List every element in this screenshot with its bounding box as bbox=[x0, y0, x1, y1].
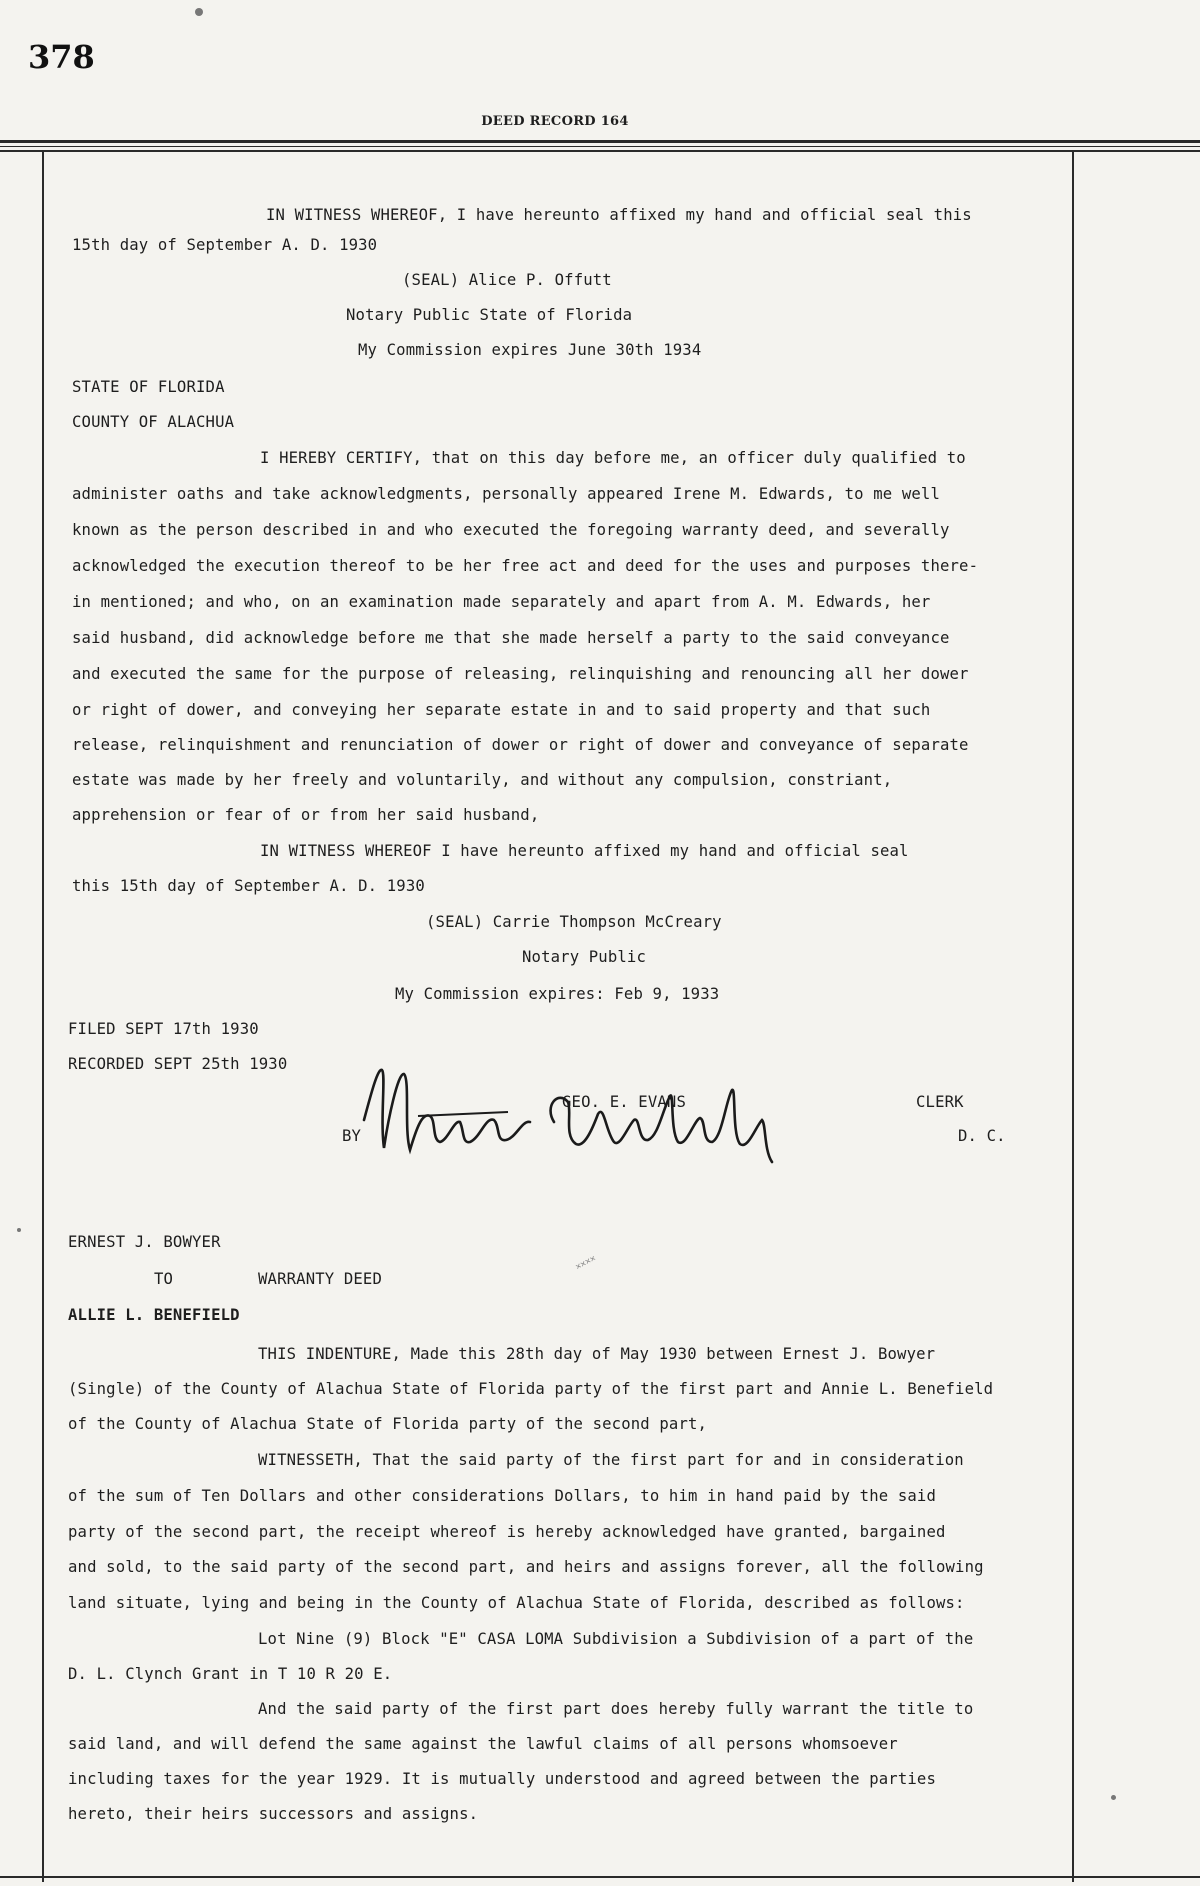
deed-body-line: land situate, lying and being in the County of Alachua State of Florida, described as follows: bbox=[68, 1594, 965, 1612]
right-margin-line bbox=[1072, 152, 1074, 1882]
witness-clause-2: IN WITNESS WHEREOF I have hereunto affixed my hand and official seal bbox=[260, 842, 909, 860]
witness-date-2: this 15th day of September A. D. 1930 bbox=[72, 877, 425, 895]
deed-body-line: of the County of Alachua State of Florida party of the second part, bbox=[68, 1415, 708, 1433]
header-rule-top bbox=[0, 140, 1200, 143]
deed-body-line: party of the second part, the receipt whereof is hereby acknowledged have granted, bargained bbox=[68, 1523, 946, 1541]
faint-stamp-mark: ✕✕✕✕ bbox=[573, 1253, 598, 1273]
certify-line: I HEREBY CERTIFY, that on this day before me, an officer duly qualified to bbox=[260, 449, 966, 467]
page-header-title: DEED RECORD 164 bbox=[481, 114, 629, 129]
scan-speck bbox=[17, 1228, 21, 1232]
notary-commission-2: My Commission expires: Feb 9, 1933 bbox=[395, 985, 720, 1003]
clerk-title: CLERK bbox=[916, 1093, 964, 1111]
filed-date: FILED SEPT 17th 1930 bbox=[68, 1020, 259, 1038]
by-label: BY bbox=[342, 1127, 362, 1145]
witness-clause-1: IN WITNESS WHEREOF, I have hereunto affixed my hand and official seal this bbox=[266, 206, 972, 224]
recorded-date: RECORDED SEPT 25th 1930 bbox=[68, 1055, 288, 1073]
certify-line: in mentioned; and who, on an examination made separately and apart from A. M. Edwards, her bbox=[72, 593, 931, 611]
deed-body-line: including taxes for the year 1929. It is mutually understood and agreed between the parties bbox=[68, 1770, 936, 1788]
legal-description-line: D. L. Clynch Grant in T 10 R 20 E. bbox=[68, 1665, 393, 1683]
witness-date-1: 15th day of September A. D. 1930 bbox=[72, 236, 378, 254]
page-number: 378 bbox=[28, 38, 95, 76]
certify-line: estate was made by her freely and voluntarily, and without any compulsion, constriant, bbox=[72, 771, 893, 789]
county-heading: COUNTY OF ALACHUA bbox=[72, 413, 235, 431]
grantee-name: ALLIE L. BENEFIELD bbox=[68, 1306, 240, 1324]
state-heading: STATE OF FLORIDA bbox=[72, 378, 225, 396]
notary-commission-1: My Commission expires June 30th 1934 bbox=[358, 341, 702, 359]
notary-seal-name-1: (SEAL) Alice P. Offutt bbox=[402, 271, 612, 289]
clerk-name: GEO. E. EVANS bbox=[562, 1093, 686, 1111]
scan-speck bbox=[195, 8, 203, 16]
deed-body-line: of the sum of Ten Dollars and other considerations Dollars, to him in hand paid by the said bbox=[68, 1487, 936, 1505]
certify-line: administer oaths and take acknowledgments, personally appeared Irene M. Edwards, to me well bbox=[72, 485, 940, 503]
certify-line: release, relinquishment and renunciation of dower or right of dower and conveyance of separate bbox=[72, 736, 969, 754]
deed-body-line: hereto, their heirs successors and assigns. bbox=[68, 1805, 479, 1823]
scan-speck bbox=[1111, 1795, 1116, 1800]
notary-title-1: Notary Public State of Florida bbox=[346, 306, 633, 324]
deed-body-line: said land, and will defend the same against the lawful claims of all persons whomsoever bbox=[68, 1735, 898, 1753]
deed-type: WARRANTY DEED bbox=[258, 1270, 382, 1288]
deputy-clerk-label: D. C. bbox=[958, 1127, 1006, 1145]
bottom-rule bbox=[0, 1876, 1200, 1878]
certify-line: known as the person described in and who executed the foregoing warranty deed, and severally bbox=[72, 521, 950, 539]
certify-line: apprehension or fear of or from her said husband, bbox=[72, 806, 540, 824]
certify-line: and executed the same for the purpose of releasing, relinquishing and renouncing all her dower bbox=[72, 665, 969, 683]
deed-body-line: WITNESSETH, That the said party of the first part for and in consideration bbox=[258, 1451, 964, 1469]
left-margin-line bbox=[42, 152, 44, 1882]
grantor-name: ERNEST J. BOWYER bbox=[68, 1233, 221, 1251]
deed-body-line: And the said party of the first part does hereby fully warrant the title to bbox=[258, 1700, 974, 1718]
header-rule-middle bbox=[0, 146, 1200, 147]
notary-title-2: Notary Public bbox=[522, 948, 646, 966]
deputy-clerk-signature bbox=[358, 1050, 778, 1180]
header-rule-bottom bbox=[0, 150, 1200, 152]
notary-seal-name-2: (SEAL) Carrie Thompson McCreary bbox=[426, 913, 722, 931]
certify-line: acknowledged the execution thereof to be her free act and deed for the uses and purposes there- bbox=[72, 557, 979, 575]
to-label: TO bbox=[154, 1270, 174, 1288]
deed-body-line: (Single) of the County of Alachua State of Florida party of the first part and Annie L. Benefield bbox=[68, 1380, 994, 1398]
legal-description-line: Lot Nine (9) Block "E" CASA LOMA Subdivision a Subdivision of a part of the bbox=[258, 1630, 974, 1648]
deed-body-line: THIS INDENTURE, Made this 28th day of May 1930 between Ernest J. Bowyer bbox=[258, 1345, 936, 1363]
deed-body-line: and sold, to the said party of the second part, and heirs and assigns forever, all the following bbox=[68, 1558, 984, 1576]
certify-line: or right of dower, and conveying her separate estate in and to said property and that such bbox=[72, 701, 931, 719]
certify-line: said husband, did acknowledge before me that she made herself a party to the said conveyance bbox=[72, 629, 950, 647]
